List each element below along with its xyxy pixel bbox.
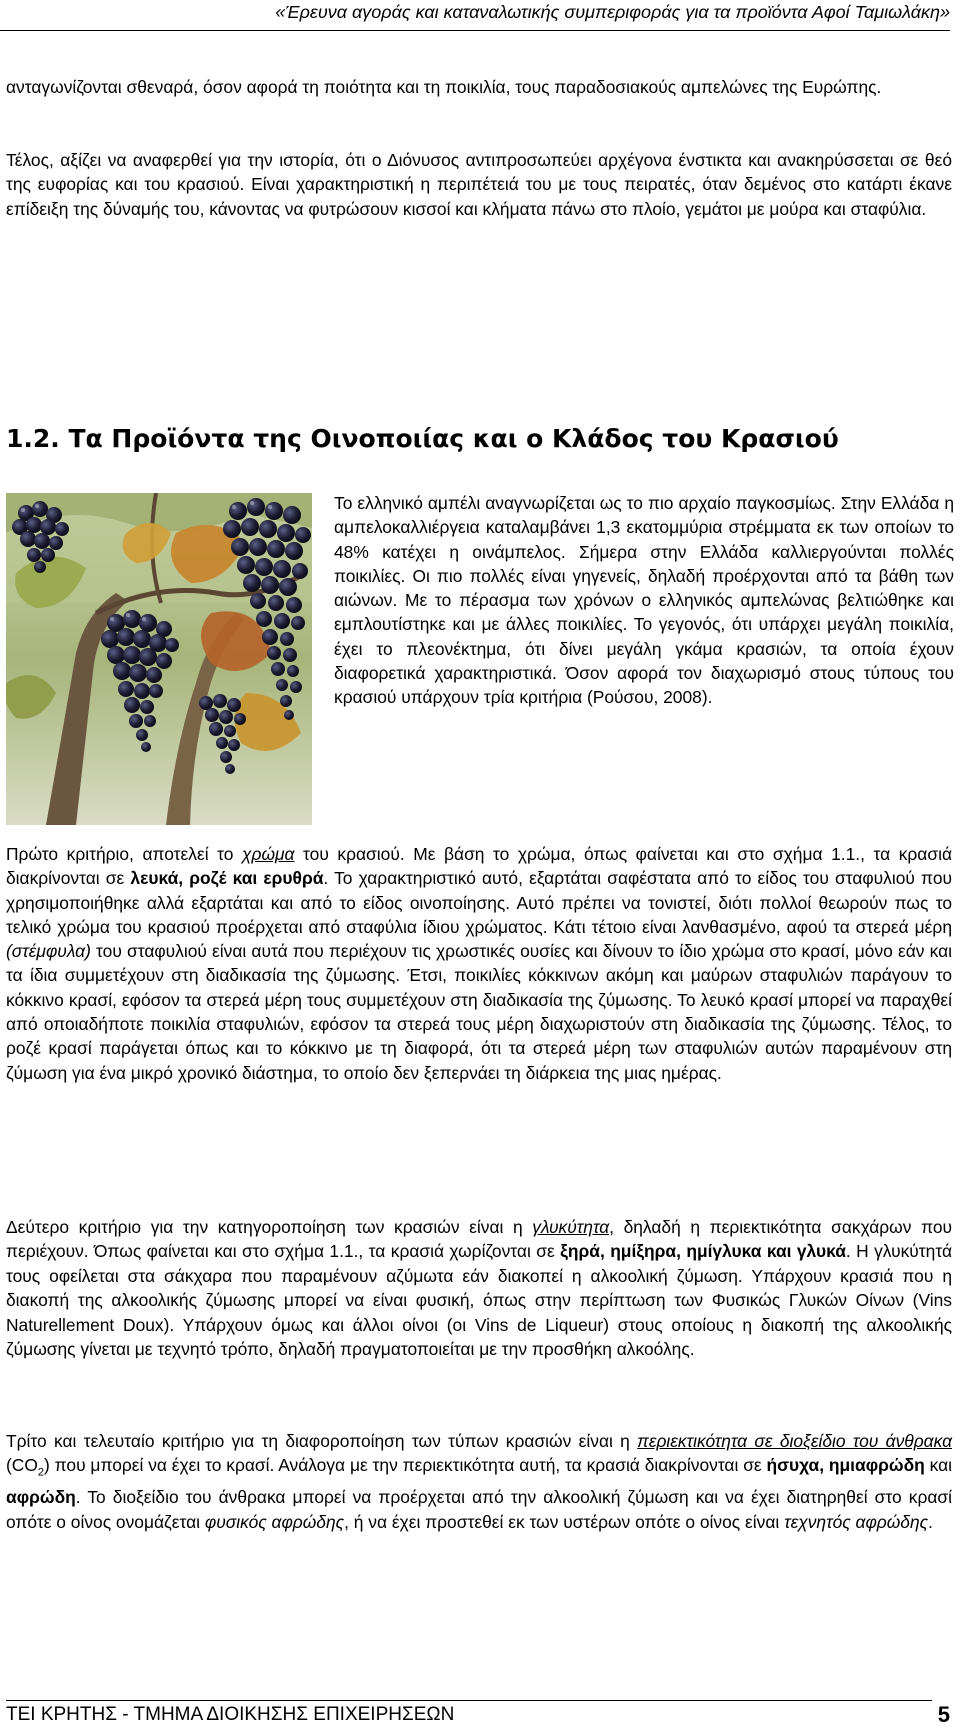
text-run: Τρίτο και τελευταίο κριτήριο για τη διαφοροποίηση των τύπων κρασιών είναι η xyxy=(6,1431,638,1451)
paragraph-dionysus: Τέλος, αξίζει να αναφερθεί για την ιστορία, ότι ο Διόνυσος αντιπροσωπεύει αρχέγονα ένστικτα και ανακηρύσσεται σε θεό της ευφορίας και του κρασιού. Είναι χαρακτηριστική η περιπέτειά του με τους πειρατές, όταν δεμένος στο κατάρτι έκανε επίδειξη της δύναμής του, κάνοντας να φυτρώσουν κισσοί και κλήματα πάνω στο πλοίο, γεμάτοι με μούρα και σταφύλια. xyxy=(6,150,952,219)
term-color: χρώμα xyxy=(242,844,295,864)
subscript-2: 2 xyxy=(37,1466,45,1479)
text-run: του κρασιού. Με βάση το χρώμα, όπως φαίνεται και στο σχήμα 1.1., τα κρασιά διακρίνονται σε xyxy=(6,844,952,889)
text-run: που μπορεί να έχει το κρασί. Ανάλογα με την περιεκτικότητα αυτή, τα κρασιά διακρίνονται σε xyxy=(49,1455,767,1476)
text-run: ) xyxy=(44,1455,50,1476)
term-pomace: (στέμφυλα) xyxy=(6,941,91,962)
term-artificial-sparkling: τεχνητός αφρώδης xyxy=(784,1511,929,1532)
text-run: (CO xyxy=(6,1455,38,1476)
paragraph-criterion-color xyxy=(6,842,952,1085)
text-run: , δηλαδή η περιεκτικότητα σακχάρων που περιέχουν. Όπως φαίνεται και στο σχήμα 1.1., τα κρασιά χωρίζονται σε xyxy=(6,1217,953,1262)
page-number: 5 xyxy=(937,1702,950,1727)
footer-divider xyxy=(6,1700,932,1701)
term-sweetness: γλυκύτητα xyxy=(532,1217,610,1237)
text-run: Πρώτο κριτήριο, αποτελεί το xyxy=(6,844,243,864)
text-run: , ή να έχει προστεθεί εκ των υστέρων οπότε ο οίνος είναι xyxy=(344,1511,785,1532)
paragraph-europe-vineyards: ανταγωνίζονται σθεναρά, όσον αφορά τη ποιότητα και τη ποικιλία, τους παραδοσιακούς αμπελώνες της Ευρώπης. xyxy=(6,77,882,97)
section-heading: 1.2. Τα Προϊόντα της Οινοποιίας και ο Κλάδος του Κρασιού xyxy=(6,424,839,453)
text-run: και xyxy=(924,1455,953,1476)
footer-institution: ΤΕΙ ΚΡΗΤΗΣ - ΤΜΗΜΑ ΔΙΟΙΚΗΣΗΣ ΕΠΙΧΕΙΡΗΣΕΩΝ xyxy=(6,1704,455,1725)
text-run: . Η γλυκύτητά τους οφείλεται στα σάκχαρα που παραμένουν αζύμωτα εάν διακοπεί η αλκοολική ζύμωση. Υπάρχουν κρασιά που η διακοπή της αλκοολικής ζύμωσης μπορεί να είναι φυσική, όπως στην περίπτωση των Φυσικώς Γλυκών Οίνων (Vins Naturellement Doux). Υπάρχουν όμως και άλλοι οίνοι (οι Vins de Liqueur) στους οποίους η διακοπή της αλκοολικής ζύμωσης γίνεται με τεχνητό τρόπο, δηλαδή πραγματοποιείται με την προσθήκη αλκοόλης. xyxy=(6,1241,953,1360)
header-title: «Έρευνα αγοράς και καταναλωτικής συμπεριφοράς για τα προϊόντα Αφοί Ταμιωλάκη» xyxy=(275,2,950,22)
text-run: . xyxy=(928,1511,933,1532)
paragraph-criterion-sweetness xyxy=(6,1215,952,1361)
term-sparkling: αφρώδη xyxy=(6,1487,76,1508)
paragraph-criterion-co2 xyxy=(6,1429,952,1534)
grapes-image xyxy=(6,493,312,825)
text-run: Δεύτερο κριτήριο για την κατηγοροποίηση των κρασιών είναι η xyxy=(6,1217,533,1237)
term-color-types: λευκά, ροζέ και ερυθρά xyxy=(130,868,324,889)
term-natural-sparkling: φυσικός αφρώδης xyxy=(204,1511,345,1532)
text-run: του σταφυλιού είναι αυτά που περιέχουν τις χρωστικές ουσίες και δίνουν το ίδιο χρώμα στο κρασί, μόνο εάν και τα ίδια συμμετέχουν στη διαδικασία της ζύμωσης. Έτσι, ποικιλίες κόκκινων ακόμη και μαύρων σταφυλιών παράγουν το κόκκινο κρασί, εφόσον τα στερεά μέρη τους συμμετέχουν στη διαδικασία της ζύμωσης. Το λευκό κρασί μπορεί να παραχθεί από οποιαδήποτε ποικιλία σταφυλιών, εφόσον τα στερεά τους μέρη διαχωριστούν στη διαδικασία της ζύμωσης. Τέλος, το ροζέ κρασί παράγεται όπως και το κόκκινο με τη διαφορά, ότι τα στερεά μέρη των σταφυλιών αυτών παραμένουν στη ζύμωση για ένα μικρό χρονικό διάστημα, το οποίο δεν ξεπερνάει τη διάρκεια της μιας ημέρας. xyxy=(6,941,952,1083)
term-sweetness-types: ξηρά, ημίξηρα, ημίγλυκα και γλυκά xyxy=(560,1241,846,1262)
text-run: . Το διοξείδιο του άνθρακα μπορεί να προέρχεται από την αλκοολική ζύμωση και να έχει διατηρηθεί στο κρασί οπότε ο οίνος ονομάζεται xyxy=(6,1487,952,1532)
term-still-semisparkling: ήσυχα, ημιαφρώδη xyxy=(766,1455,925,1476)
page-header xyxy=(0,0,950,31)
term-co2-content: περιεκτικότητα σε διοξείδιο του άνθρακα xyxy=(637,1431,952,1451)
grapes-photo xyxy=(6,493,312,825)
paragraph-greek-vineyard: Το ελληνικό αμπέλι αναγνωρίζεται ως το πιο αρχαίο παγκοσμίως. Στην Ελλάδα η αμπελοκαλλιέργεια καταλαμβάνει 1,3 εκατομμύρια στρέμματα εκ των οποίων το 48% κατέχει η οινάμπελος. Σήμερα στην Ελλάδα καλλιεργούνται πολλές ποικιλίες. Οι πιο πολλές είναι γηγενείς, δηλαδή προέρχονται από τα βάθη των αιώνων. Με το πέρασμα των χρόνων ο ελληνικός αμπελώνας βελτιώθηκε και εμπλουτίστηκε και με άλλες ποικιλίες. Το γεγονός, ότι υπάρχει μεγάλη ποικιλία, έχει το πλεονέκτημα, ότι δίνει μεγάλη γκάμα κρασιών, τα οποία έχουν διαφορετικά χαρακτηριστικά. Όσον αφορά τον διαχωρισμό στους τύπους του κρασιού υπάρχουν τρία κριτήρια (Ρούσου, 2008). xyxy=(334,493,954,708)
text-run: . Το χαρακτηριστικό αυτό, εξαρτάται σαφέστατα από το είδος του σταφυλιού που χρησιμοποιήθηκε αλλά εξαρτάται και από το είδος οινοποίησης. Αυτό πρέπει να τονιστεί, διότι πολλοί θεωρούν πως το τελικό χρώμα του κρασιού προέρχεται από σταφύλια ίδιου χρώματος. Κάτι τέτοιο είναι λανθασμένο, αφού τα στερεά μέρη xyxy=(6,868,952,937)
